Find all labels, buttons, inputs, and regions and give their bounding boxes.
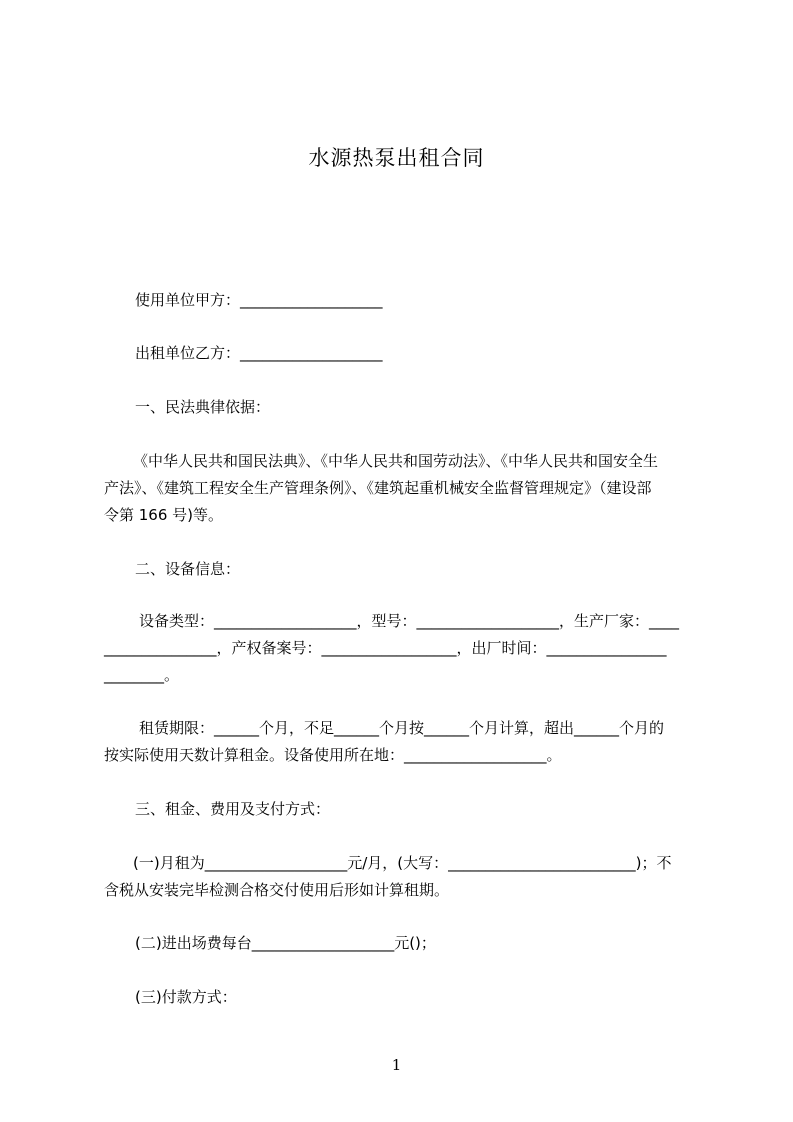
- monthly-rent-line: 含税从安装完毕检测合格交付使用后形如计算租期。: [104, 881, 450, 899]
- equipment-info-line: ________。: [104, 666, 180, 684]
- party-a-line: 使用单位甲方：___________________: [135, 291, 383, 309]
- section2-heading: 二、设备信息：: [135, 560, 241, 578]
- entry-exit-fee-line: (二)进出场费每台___________________元()；: [135, 934, 436, 952]
- lease-term-line: 租赁期限：______个月，不足______个月按______个月计算，超出______个月的: [139, 719, 665, 737]
- party-b-line: 出租单位乙方：___________________: [135, 344, 383, 362]
- section3-heading: 三、租金、费用及支付方式：: [135, 800, 331, 818]
- lease-term-line: 按实际使用天数计算租金。设备使用所在地：___________________。: [104, 746, 562, 764]
- payment-method-line: (三)付款方式：: [135, 988, 237, 1006]
- law-basis-line: 令第 166 号)等。: [104, 506, 224, 524]
- law-basis-line: 产法》、《建筑工程安全生产管理条例》、《建筑起重机械安全监督管理规定》（建设部: [104, 479, 652, 497]
- law-basis-line: 《中华人民共和国民法典》、《中华人民共和国劳动法》、《中华人民共和国安全生: [133, 452, 659, 470]
- section1-heading: 一、民法典律依据：: [135, 398, 271, 416]
- equipment-info-line: 设备类型：___________________，型号：___________________，生产厂家：____: [139, 612, 680, 630]
- monthly-rent-line: (一)月租为___________________元/月，(大写：_________________________)；不: [133, 854, 672, 872]
- page-title: 水源热泵出租合同: [308, 146, 485, 170]
- page-number: 1: [391, 1056, 402, 1074]
- equipment-info-line: _______________，产权备案号：__________________，出厂时间：________________: [104, 639, 667, 657]
